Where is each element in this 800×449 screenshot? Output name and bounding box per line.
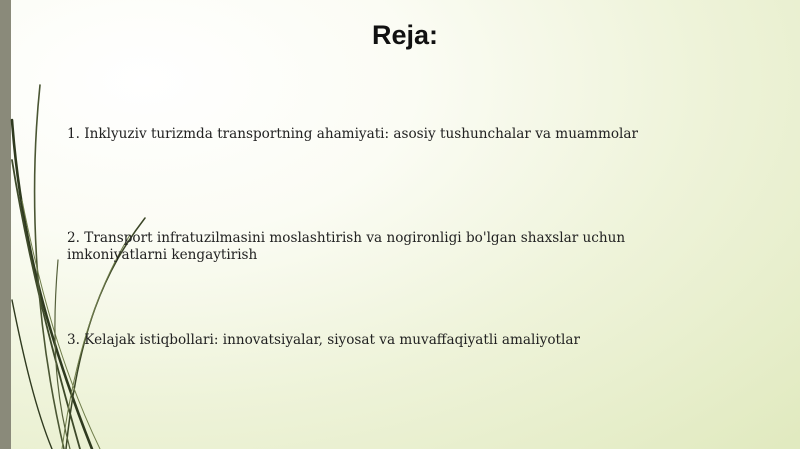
plan-item-3: 3. Kelajak istiqbollari: innovatsiyalar, siyosat va muvaffaqiyatli amaliyotlar bbox=[67, 332, 580, 348]
slide-title: Reja: bbox=[371, 20, 439, 50]
plan-item-2: 2. Transport infratuzilmasini moslashtirish va nogironligi bo'lgan shaxslar uchun imkoniyatlarni kengaytirish bbox=[67, 230, 626, 263]
plan-item-1: 1. Inklyuziv turizmda transportning ahamiyati: asosiy tushunchalar va muammolar bbox=[67, 126, 638, 142]
